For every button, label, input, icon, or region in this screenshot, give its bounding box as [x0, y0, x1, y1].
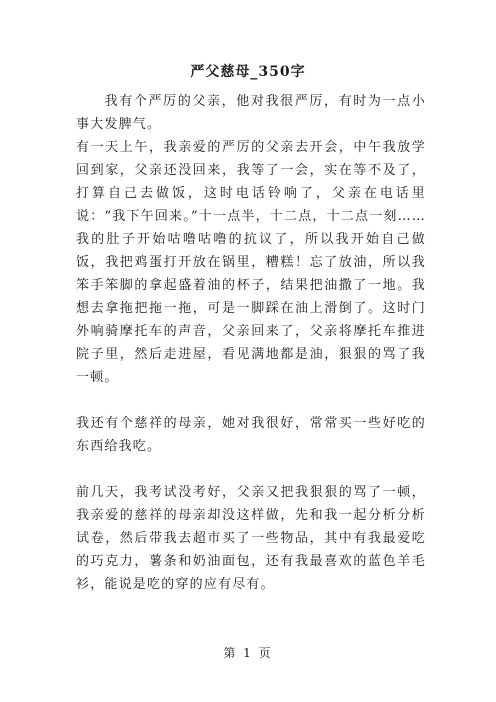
document-title: 严父慈母_350字	[190, 64, 306, 80]
paragraph-1: 我有个严厉的父亲，他对我很严厉，有时为一点小事大发脾气。	[76, 94, 426, 132]
page-number: 第 1 页	[223, 646, 273, 660]
document-body	[76, 90, 426, 596]
paragraph-3: 我还有个慈祥的母亲，她对我很好，常常买一些好吃的东西给我吃。	[76, 416, 426, 454]
paragraph-4: 前几天，我考试没考好，父亲又把我狠狠的骂了一顿，我亲爱的慈祥的母亲却没这样做，先和我一起分析分析试卷，然后带我去超市买了一些物品，其中有我最爱吃的巧克力，薯条和奶油面包，还有我最喜欢的蓝色羊毛衫，能说是吃的穿的应有尽有。	[76, 485, 426, 592]
paragraph-2: 有一天上午，我亲爱的严厉的父亲去开会，中午我放学回到家，父亲还没回来，我等了一会，实在等不及了，打算自己去做饭，这时电话铃响了，父亲在电话里说：“我下午回来。”十一点半，十二点，十二点一刻……我的肚子开始咕噜咕噜的抗议了，所以我开始自己做饭，我把鸡蛋打开放在锅里，糟糕！忘了放油，所以我笨手笨脚的拿起盛着油的杯子，结果把油撒了一地。我想去拿拖把拖一拖，可是一脚踩在油上滑倒了。这时门外响骑摩托车的声音，父亲回来了，父亲将摩托车推进院子里，然后走进屋，看见满地都是油，狠狠的骂了我一顿。	[76, 140, 426, 385]
